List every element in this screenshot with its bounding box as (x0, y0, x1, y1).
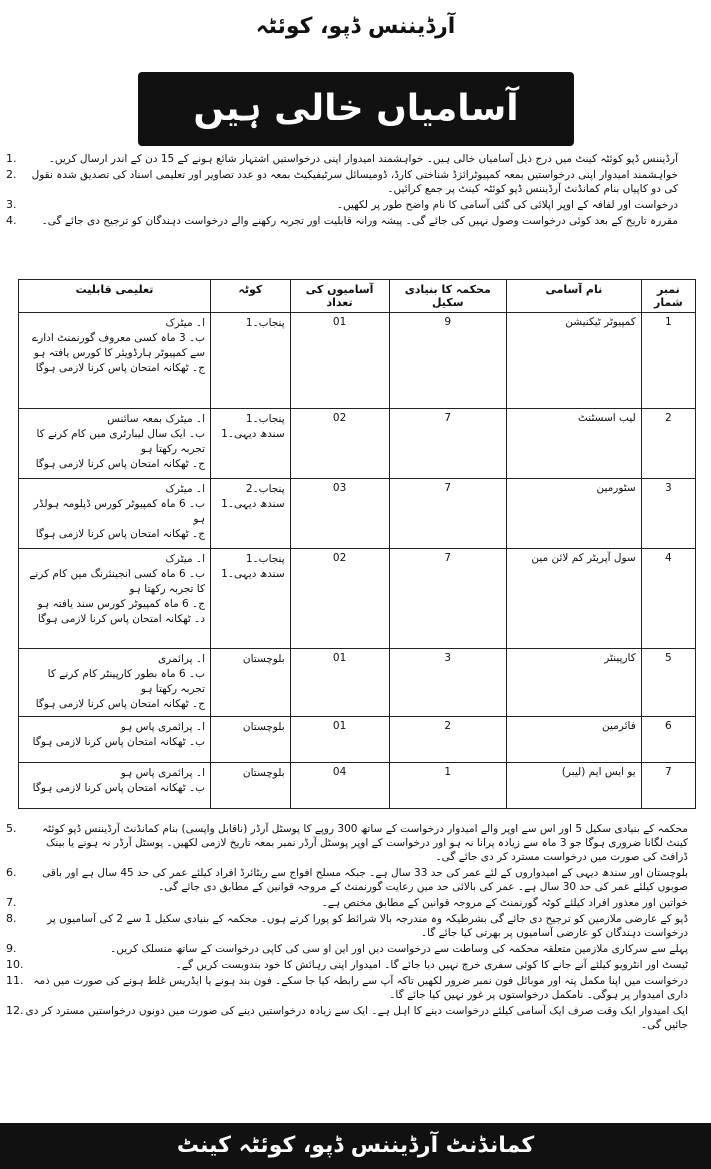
qualification-line: ب۔ ایک سال لیبارٹری میں کام کرنے کا تجربہ رکھتا ہو (36, 428, 205, 455)
list-item (6, 958, 710, 972)
point-number: 5. (6, 822, 17, 835)
cell-count: 04 (290, 763, 389, 809)
table-row (19, 479, 696, 549)
table-header-row (19, 280, 696, 313)
header-quota: کوٹہ (211, 280, 291, 313)
cell-quota (211, 313, 291, 409)
quota-line: پنجاب۔1 (245, 317, 285, 329)
quota-line: بلوچستان (242, 767, 285, 779)
qualification-line: ا۔ میٹرک (165, 553, 205, 565)
cell-count: 02 (290, 549, 389, 649)
quota-line: بلوچستان (242, 653, 285, 665)
list-item (6, 152, 700, 166)
cell-count: 01 (290, 717, 389, 763)
point-number: 6. (6, 866, 17, 879)
point-text: بلوچستان اور سندھ دیہی کے امیدواروں کے لئے عمر کی حد 33 سال ہے۔ جبکہ مسلح افواج سے ریٹائرڈ افراد کیلئے عمر کی حد 45 سال ہے اور باقی صوبوں کیلئے عمر کی حد 30 سال ہے۔ عمر کی بالائی حد میں رعایت گورنمنٹ کے مروجہ قوانین کے مطابق دی جائے گی۔ (42, 867, 688, 893)
qualification-line: ج۔ ٹھکانہ امتحان پاس کرنا لازمی ہوگا (35, 698, 205, 710)
cell-quota (211, 479, 291, 549)
point-text: درخواست میں اپنا مکمل پتہ اور موبائل فون نمبر ضرور لکھیں تاکہ آپ سے رابطہ کیا جا سکے۔ فون بند ہونے یا ایڈریس غلط ہونے کی صورت میں ذمہ داری امیدوار پر ہوگی۔ نامکمل درخواستوں پر غور نہیں کیا جائے گا۔ (33, 975, 688, 1001)
point-number: 3. (6, 198, 17, 211)
cell-sr: 3 (641, 479, 695, 549)
point-text: درخواست اور لفافہ کے اوپر اپلائی کی گئی آسامی کا نام واضح طور پر لکھیں۔ (336, 199, 678, 211)
header-qualification: تعلیمی قابلیت (19, 280, 211, 313)
point-text: خواہشمند امیدوار اپنی درخواستیں بمعہ کمپیوٹرائزڈ شناختی کارڈ، ڈومیسائل سرٹیفیکیٹ بمعہ دو عدد تصاویر اور تعلیمی اسناد کی تصدیق شدہ نقول کی دو کاپیاں بنام کمانڈنٹ آرڈیننس ڈپو کوئٹہ کینٹ پر جمع کرائیں۔ (31, 169, 678, 195)
quota-line: سندھ دیہی۔1 (221, 568, 285, 580)
table-row (19, 717, 696, 763)
cell-post: کارپینٹر (506, 649, 641, 717)
cell-count: 01 (290, 649, 389, 717)
qualification-line: ج۔ ٹھکانہ امتحان پاس کرنا لازمی ہوگا (35, 458, 205, 470)
point-text: پہلے سے سرکاری ملازمین متعلقہ محکمہ کی وساطت سے درخواست دیں اور این او سی کی کاپی درخواست کے ساتھ منسلک کریں۔ (110, 943, 688, 955)
cell-scale: 7 (389, 549, 506, 649)
quota-line: پنجاب۔1 (245, 553, 285, 565)
cell-quota (211, 717, 291, 763)
cell-sr: 1 (641, 313, 695, 409)
point-number: 9. (6, 942, 17, 955)
table-row (19, 549, 696, 649)
point-text: ڈپو کے عارضی ملازمین کو ترجیح دی جائے گی بشرطیکہ وہ مندرجہ بالا شرائط کو پورا کرتے ہوں۔ محکمہ کے بنیادی سکیل 1 سے 2 کی آسامیوں پر درخواست دہندگان کو عارضی آسامیوں پر بھرتی کیا جائے گا۔ (47, 913, 688, 939)
cell-post: یو ایس ایم (لیبر) (506, 763, 641, 809)
cell-quota (211, 763, 291, 809)
point-number: 1. (6, 152, 17, 165)
list-item (6, 822, 710, 864)
cell-count: 01 (290, 313, 389, 409)
point-text: ایک امیدوار ایک وقت صرف ایک آسامی کیلئے درخواست دینے کا اہل ہے۔ ایک سے زیادہ درخواستیں دینے کی صورت میں دونوں درخواستیں مسترد کر دی جائیں گی۔ (25, 1005, 688, 1031)
qualification-line: ب۔ 3 ماہ کسی معروف گورنمنٹ ادارے سے کمپیوٹر ہارڈویئر کا کورس یافتہ ہو (32, 332, 205, 359)
list-item (6, 1004, 710, 1032)
quota-line: سندھ دیہی۔1 (221, 498, 285, 510)
point-number: 7. (6, 896, 17, 909)
footer-signature: کمانڈنٹ آرڈیننس ڈپو، کوئٹہ کینٹ (0, 1123, 711, 1169)
cell-qualification (19, 409, 211, 479)
cell-sr: 2 (641, 409, 695, 479)
point-text: آرڈیننس ڈپو کوئٹہ کینٹ میں درج ذیل آسامیاں خالی ہیں۔ خواہشمند امیدوار اپنی درخواستیں اشتہار شائع ہونے کے 15 دن کے اندر ارسال کریں۔ (48, 153, 678, 165)
qualification-line: ب۔ 6 ماہ کمپیوٹر کورس ڈپلومہ ہولڈر ہو (33, 498, 205, 525)
list-item (6, 942, 710, 956)
qualification-line: ب۔ ٹھکانہ امتحان پاس کرنا لازمی ہوگا (32, 736, 205, 748)
qualification-line: ج۔ ٹھکانہ امتحان پاس کرنا لازمی ہوگا (35, 362, 205, 374)
quota-line: پنجاب۔1 (245, 413, 285, 425)
qualification-line: د۔ ٹھکانہ امتحان پاس کرنا لازمی ہوگا (37, 613, 205, 625)
point-number: 8. (6, 912, 17, 925)
cell-sr: 6 (641, 717, 695, 763)
point-text: ٹیسٹ اور انٹرویو کیلئے آنے جانے کا کوئی سفری خرچ نہیں دیا جائے گا۔ امیدوار اپنی رہائش کا خود بندوبست کریں گے۔ (175, 959, 688, 971)
list-item (6, 866, 710, 894)
point-number: 12. (6, 1004, 24, 1017)
cell-sr: 7 (641, 763, 695, 809)
cell-post: سول آپریٹر کم لائن مین (506, 549, 641, 649)
quota-line: سندھ دیہی۔1 (221, 428, 285, 440)
table-row (19, 763, 696, 809)
point-number: 2. (6, 168, 17, 181)
cell-qualification (19, 717, 211, 763)
header-count: آسامیوں کی تعداد (290, 280, 389, 313)
cell-scale: 7 (389, 409, 506, 479)
qualification-line: ا۔ میٹرک (165, 483, 205, 495)
cell-post: لیب اسسٹنٹ (506, 409, 641, 479)
vacancy-banner: آسامیاں خالی ہیں (138, 72, 574, 146)
vacancy-table (18, 279, 696, 809)
cell-scale: 7 (389, 479, 506, 549)
list-item (6, 214, 700, 228)
qualification-line: ا۔ میٹرک (165, 317, 205, 329)
point-number: 11. (6, 974, 24, 987)
cell-post: کمپیوٹر ٹیکنیشن (506, 313, 641, 409)
point-text: مقررہ تاریخ کے بعد کوئی درخواست وصول نہیں کی جائے گی۔ پیشہ ورانہ قابلیت اور تجربہ رکھنے والے درخواست دہندگان کو ترجیح دی جائے گی۔ (41, 215, 678, 227)
cell-qualification (19, 649, 211, 717)
point-text: محکمہ کے بنیادی سکیل 5 اور اس سے اوپر والے امیدوار درخواست کے ساتھ 300 روپے کا پوسٹل آرڈر (ناقابل واپسی) بنام کمانڈنٹ آرڈیننس ڈپو کوئٹہ کینٹ لگانا ضروری ہوگا جو 3 ماہ سے زیادہ پرانا نہ ہو اور درخواست کے اوپر پوسٹل آرڈر نمبر بمعہ تاریخ لازمی لکھیں۔ پوسٹل آرڈر نہ ہونے یا بینک ڈرافٹ کی صورت میں درخواست مسترد کر دی جائے گی۔ (42, 823, 688, 863)
cell-scale: 2 (389, 717, 506, 763)
cell-quota (211, 409, 291, 479)
list-item (6, 912, 710, 940)
page-title: آرڈیننس ڈپو، کوئٹہ (255, 14, 456, 39)
list-item (6, 896, 710, 910)
bottom-points (6, 822, 710, 1034)
cell-scale: 3 (389, 649, 506, 717)
point-number: 4. (6, 214, 17, 227)
qualification-line: ب۔ 6 ماہ بطور کارپینٹر کام کرنے کا تجربہ رکھتا ہو (47, 668, 205, 695)
header-scale: محکمہ کا بنیادی سکیل (389, 280, 506, 313)
list-item (6, 198, 700, 212)
cell-scale: 1 (389, 763, 506, 809)
qualification-line: ج۔ 6 ماہ کمپیوٹر کورس سند یافتہ ہو (37, 598, 205, 610)
table-row (19, 409, 696, 479)
point-number: 10. (6, 958, 24, 971)
cell-qualification (19, 479, 211, 549)
cell-scale: 9 (389, 313, 506, 409)
cell-sr: 5 (641, 649, 695, 717)
point-text: خواتین اور معذور افراد کیلئے کوٹہ گورنمنٹ کے مروجہ قوانین کے مطابق مختص ہے۔ (321, 897, 688, 909)
quota-line: پنجاب۔2 (245, 483, 285, 495)
cell-quota (211, 649, 291, 717)
qualification-line: ا۔ میٹرک بمعہ سائنس (107, 413, 205, 425)
cell-post: سٹورمین (506, 479, 641, 549)
qualification-line: ا۔ پرائمری (157, 653, 205, 665)
list-item (6, 974, 710, 1002)
intro-points (6, 152, 700, 230)
cell-qualification (19, 549, 211, 649)
cell-qualification (19, 313, 211, 409)
header-sr: نمبر شمار (641, 280, 695, 313)
table-row (19, 649, 696, 717)
cell-count: 02 (290, 409, 389, 479)
qualification-line: ا۔ پرائمری پاس ہو (120, 721, 205, 733)
header-post: نام آسامی (506, 280, 641, 313)
cell-post: فائرمین (506, 717, 641, 763)
qualification-line: ب۔ ٹھکانہ امتحان پاس کرنا لازمی ہوگا (32, 782, 205, 794)
qualification-line: ب۔ 6 ماہ کسی انجینئرنگ میں کام کرنے کا تجربہ رکھتا ہو (29, 568, 205, 595)
cell-quota (211, 549, 291, 649)
list-item (6, 168, 700, 196)
table-row (19, 313, 696, 409)
cell-qualification (19, 763, 211, 809)
qualification-line: ا۔ پرائمری پاس ہو (120, 767, 205, 779)
cell-sr: 4 (641, 549, 695, 649)
cell-count: 03 (290, 479, 389, 549)
qualification-line: ج۔ ٹھکانہ امتحان پاس کرنا لازمی ہوگا (35, 528, 205, 540)
quota-line: بلوچستان (242, 721, 285, 733)
